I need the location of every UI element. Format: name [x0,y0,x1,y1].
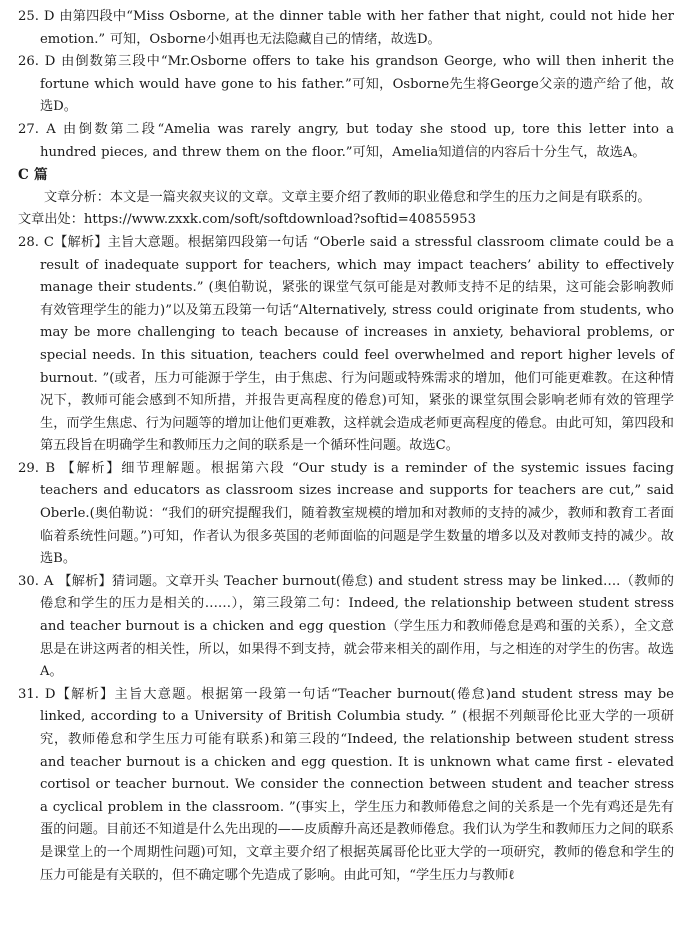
answer-explanations [18,6,674,887]
article-source: 文章出处：https://www.zxxk.com/soft/softdownload?softid=40855953 [18,212,476,228]
answer-item-28: 28. C【解析】主旨大意题。根据第四段第一句话 “Oberle said a stressful classroom climate could be a result of inadequate support for teachers, which may impact teachers’ ability to effectively manage their students.” (奥伯勒说，紧张的课堂气氛可能是对教师支持不足的结果，这可能会影响教师有效管理学生的能力)”以及第五段第一句话“Alternatively, stress could originate from students, who may be more challenging to teach because of increases in anxiety, behavioral problems, or special needs. In this situation, teachers could feel overwhelmed and report higher levels of burnout. ”(或者，压力可能源于学生，由于焦虑、行为问题或特殊需求的增加，他们可能更难教。在这种情况下，教师可能会感到不知所措，并报告更高程度的倦怠)可知，紧张的课堂氛围会影响老师有效的管理学生，而学生焦虑、行为问题等的增加让他们更难教，这样就会造成老师更高程度的倦怠。由此可知，第四段和第五段旨在明确学生和教师压力之间的联系是一个循环性问题。故选C。 [18,234,674,454]
answer-item-26: 26. D 由倒数第三段中“Mr.Osborne offers to take his grandson George, who will then inherit the fortune which would have gone to his father.”可知，Osborne先生将George父亲的遗产给了他，故选D。 [18,54,674,115]
section-heading-c: C 篇 [18,167,48,184]
answer-item-27: 27. A 由倒数第二段“Amelia was rarely angry, but today she stood up, tore this letter into a hundred pieces, and threw them on the floor.”可知，Amelia知道信的内容后十分生气，故选A。 [18,121,674,160]
answer-item-29: 29. B 【解析】细节理解题。根据第六段 “Our study is a reminder of the systemic issues facing teachers and educators as classroom sizes increase and supports for teachers are cut,” said Oberle.(奥伯勒说：“我们的研究提醒我们，随着教室规模的增加和对教师的支持的减少，教师和教育工者面临着系统性问题。”)可知，作者认为很多英国的老师面临的问题是学生数量的增多以及对教师支持的减少。故选B。 [18,460,674,567]
answer-item-31: 31. D【解析】主旨大意题。根据第一段第一句话“Teacher burnout(倦怠)and student stress may be linked, according to a University of British Columbia study. ” (根据不列颠哥伦比亚大学的一项研究，教师倦怠和学生压力可能有联系)和第三段的“Indeed, the relationship between student stress and teacher burnout is a chicken and egg question. It is unknown what came first - elevated cortisol or teacher burnout. We consider the connection between student and teacher stress a cyclical problem in the classroom. ”(事实上，学生压力和教师倦怠之间的关系是一个先有鸡还是先有蛋的问题。目前还不知道是什么先出现的——皮质醇升高还是教师倦怠。我们认为学生和教师压力之间的联系是课堂上的一个周期性问题)可知，文章主要介绍了根据英属哥伦比亚大学的一项研究，教师的倦怠和学生的压力可能是有关联的，但不确定哪个先造成了影响。由此可知，“学生压力与教师ℓ [18,686,674,883]
article-analysis: 文章分析：本文是一篇夹叙夹议的文章。文章主要介绍了教师的职业倦怠和学生的压力之间是有联系的。 [44,189,651,205]
answer-item-25: 25. D 由第四段中“Miss Osborne, at the dinner table with her father that night, could not hide her emotion.” 可知，Osborne小姐再也无法隐藏自己的情绪，故选D。 [18,9,674,47]
answer-item-30: 30. A 【解析】猜词题。文章开头 Teacher burnout(倦怠) and student stress may be linked….（教师的倦怠和学生的压力是相关的……），第三段第二句：Indeed, the relationship between student stress and teacher burnout is a chicken and egg question（学生压力和教师倦怠是鸡和蛋的关系），全文意思是在讲这两者的相关性，所以，如果得不到支持，就会带来相关的副作用，与之相连的对学生的伤害。故选A。 [18,573,674,680]
